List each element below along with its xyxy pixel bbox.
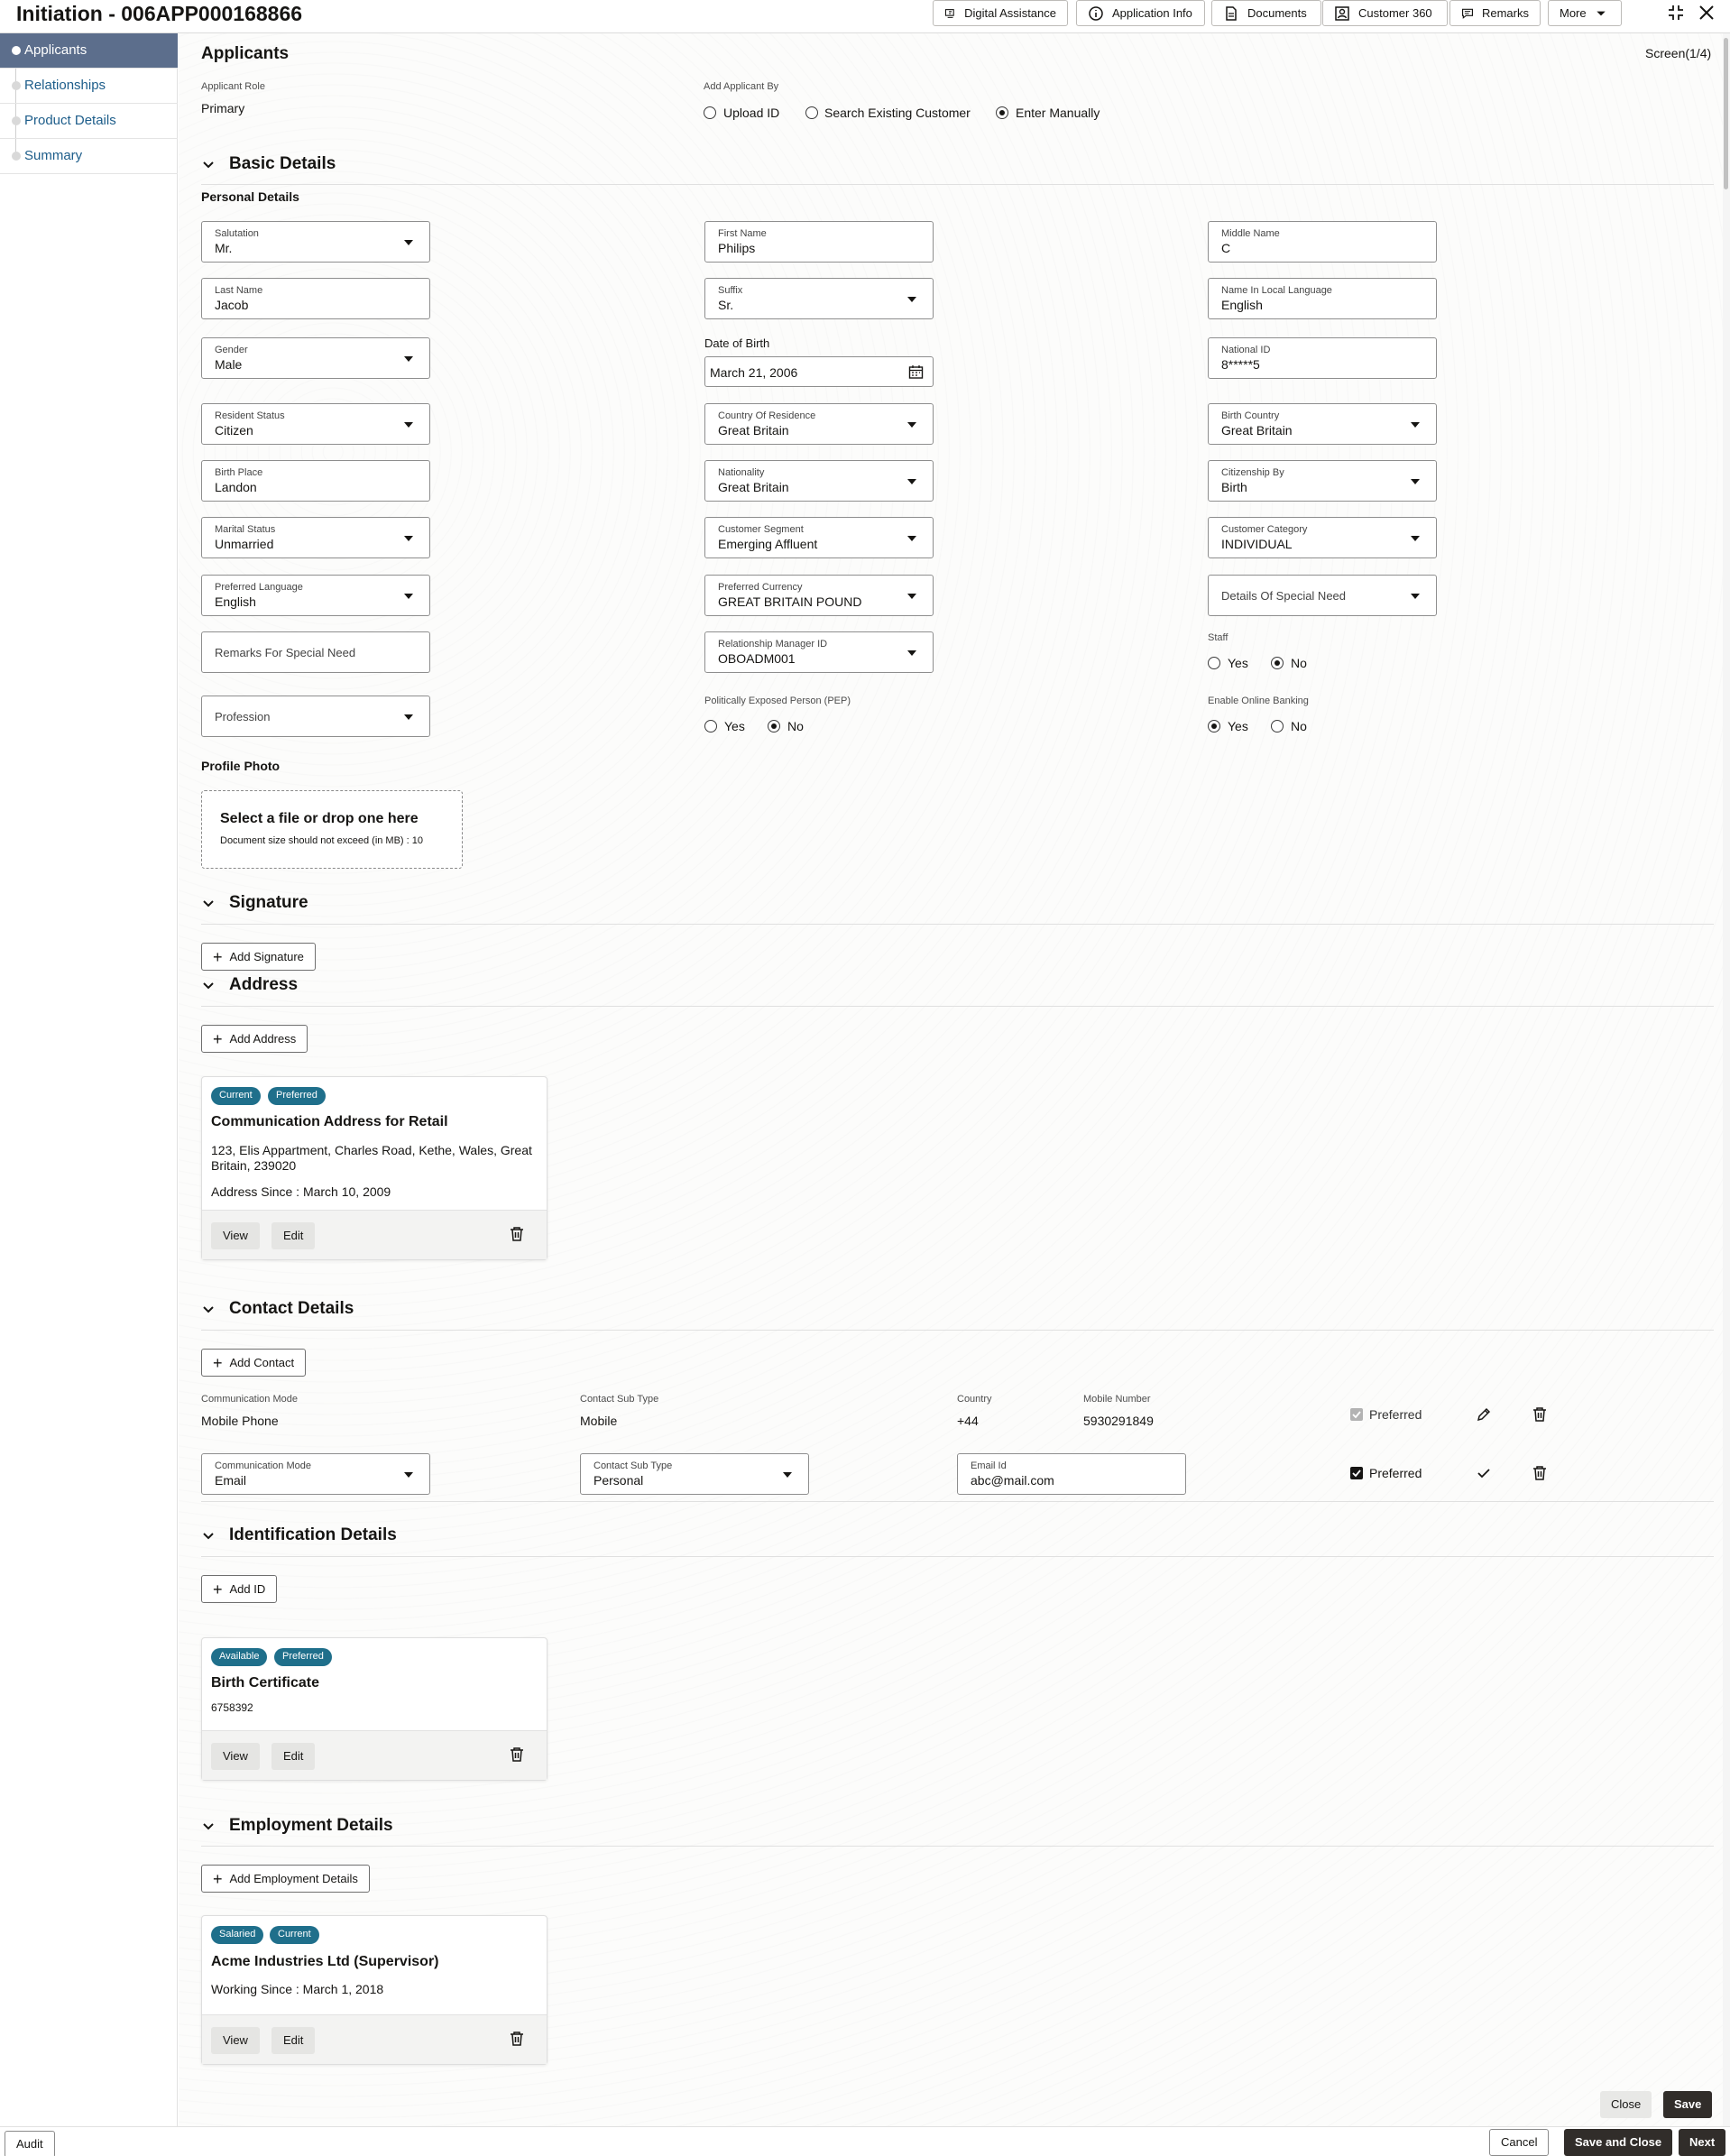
staff-no-label: No [1291,656,1307,670]
staff-yes-radio[interactable] [1208,657,1220,669]
divider [201,1556,1714,1557]
trash-icon[interactable] [509,1746,525,1763]
button-label: Add Signature [229,950,304,963]
salutation-select[interactable] [201,221,430,263]
dropdown-arrow-icon [907,594,916,599]
preferred-label: Preferred [1369,1466,1422,1480]
dropdown-arrow-icon [1411,594,1420,599]
screen-indicator: Screen(1/4) [1645,46,1712,60]
chevron-down-icon[interactable] [201,1529,216,1543]
status-badge: Salaried [211,1926,263,1944]
first-name-input[interactable] [704,221,934,263]
section-title-basic-details: Basic Details [229,154,336,173]
dropdown-arrow-icon [907,650,916,656]
address-card-title: Communication Address for Retail [211,1114,448,1129]
applicant-role-label: Applicant Role [201,81,265,92]
field-value: OBOADM001 [718,651,796,666]
add-applicant-by-label: Add Applicant By [704,81,779,92]
section-title-applicants: Applicants [201,44,290,63]
field-value: Philips [718,241,756,255]
step-indicator [12,46,21,55]
status-badge: Preferred [268,1087,326,1105]
main-content [179,33,1723,2126]
identification-card [201,1637,548,1781]
chevron-down-icon[interactable] [201,897,216,911]
dropzone-note: Document size should not exceed (in MB) : 10 [220,835,424,846]
dob-label: Date of Birth [704,336,770,350]
personal-details-heading: Personal Details [201,189,299,204]
divider [201,1846,1714,1847]
section-title-contact-details: Contact Details [229,1299,354,1318]
field-value: Jacob [215,298,249,312]
add-employment-button[interactable] [201,1865,370,1893]
profile-photo-heading: Profile Photo [201,759,281,773]
field-label: Preferred Currency [718,582,803,593]
field-value: Sr. [718,298,734,312]
online-banking-yes-radio[interactable] [1208,720,1220,732]
status-badge: Preferred [274,1648,332,1666]
dropdown-arrow-icon [907,479,916,484]
pep-yes-radio[interactable] [704,720,717,732]
field-label: Email Id [971,1460,1007,1471]
field-placeholder: Profession [215,710,271,723]
sidebar-item-applicants[interactable] [0,33,178,69]
field-value: Citizen [215,423,253,438]
field-value: Mr. [215,241,233,255]
plus-icon: + [213,947,223,966]
dropdown-arrow-icon [404,356,413,362]
preferred-currency-select[interactable] [704,575,934,616]
close-button[interactable]: Close [1600,2091,1652,2118]
field-label: National ID [1221,345,1271,355]
scrollbar[interactable] [1723,33,1730,2126]
divider [201,184,1714,185]
field-value: GREAT BRITAIN POUND [718,594,862,609]
edit-button[interactable]: Edit [271,1222,315,1249]
card-footer [202,2014,547,2064]
check-icon [1350,1408,1363,1421]
customer-category-select[interactable] [1208,517,1437,558]
trash-icon[interactable] [509,1226,525,1242]
field-label: Last Name [215,285,263,296]
staff-label: Staff [1208,632,1228,643]
field-value: English [215,594,256,609]
footer-bar [0,2126,1730,2156]
pep-yes-label: Yes [724,719,745,733]
field-label: Relationship Manager ID [718,639,828,650]
digital-assistance-label: Digital Assistance [964,6,1056,20]
close-icon[interactable] [1696,2,1717,23]
search-existing-label: Search Existing Customer [824,106,971,120]
field-label: Marital Status [215,524,276,535]
suffix-select[interactable] [704,278,934,319]
plus-icon: + [213,1869,223,1888]
dropdown-arrow-icon [907,422,916,428]
sidebar-item-product-details[interactable] [0,104,178,139]
applicant-role-value: Primary [201,101,245,115]
field-value: INDIVIDUAL [1221,537,1293,551]
field-label: Nationality [718,467,765,478]
field-value: abc@mail.com [971,1473,1054,1488]
contact-sub-type-value: Mobile [580,1414,618,1428]
button-label: Add ID [229,1582,266,1596]
application-info-button[interactable] [1076,0,1205,26]
dropdown-arrow-icon [783,1472,792,1478]
dropdown-arrow-icon [404,714,413,720]
customer-360-label: Customer 360 [1358,6,1432,20]
divider [201,1501,1714,1502]
country-code-value: +44 [957,1414,979,1428]
field-value: Great Britain [718,480,789,494]
add-id-button[interactable] [201,1575,277,1603]
field-value: March 21, 2006 [710,365,798,380]
country-label: Country [957,1394,992,1405]
dropdown-arrow-icon [404,240,413,245]
trash-icon[interactable] [1532,1406,1548,1423]
pep-label: Politically Exposed Person (PEP) [704,696,851,706]
employment-card [201,1915,548,2065]
preferred-label: Preferred [1369,1407,1422,1422]
pep-no-label: No [787,719,804,733]
documents-label: Documents [1247,6,1307,20]
citizenship-by-select[interactable] [1208,460,1437,502]
address-card [201,1076,548,1260]
section-title-address: Address [229,975,299,994]
chevron-down-icon[interactable] [201,1820,216,1834]
plus-icon: + [213,1353,223,1372]
add-signature-button[interactable] [201,943,316,971]
field-value: Birth [1221,480,1247,494]
remarks-label: Remarks [1481,6,1529,20]
field-label: Gender [215,345,248,355]
field-value: 8*****5 [1221,357,1260,372]
online-banking-yes-label: Yes [1228,719,1248,733]
dropdown-arrow-icon [907,297,916,302]
page-title: Initiation - 006APP000168866 [16,2,303,25]
field-value: Email [215,1473,247,1488]
email-id-input[interactable] [957,1453,1186,1495]
field-label: Resident Status [215,410,285,421]
field-placeholder: Remarks For Special Need [215,646,356,659]
working-since: Working Since : March 1, 2018 [211,1982,384,1996]
sidebar-item-label: Summary [24,148,83,163]
status-badge: Available [211,1648,267,1666]
national-id-input[interactable] [1208,337,1437,379]
add-contact-button[interactable] [201,1349,306,1377]
employment-card-title: Acme Industries Ltd (Supervisor) [211,1954,439,1969]
field-label: Birth Country [1221,410,1280,421]
preferred-checkbox[interactable] [1350,1408,1363,1421]
info-icon [1088,5,1104,22]
last-name-input[interactable] [201,278,430,319]
customer-icon [1334,5,1350,22]
divider [201,1006,1714,1007]
resident-status-select[interactable] [201,403,430,445]
field-label: First Name [718,228,767,239]
chevron-down-icon[interactable] [201,979,216,993]
field-value: Personal [594,1473,644,1488]
enter-manually-radio[interactable] [996,106,1008,119]
field-value: Great Britain [1221,423,1293,438]
local-name-input[interactable] [1208,278,1437,319]
field-label: Country Of Residence [718,410,816,421]
button-label: Add Address [229,1032,297,1046]
dropdown-arrow-icon [404,536,413,541]
remarks-special-need-input[interactable] [201,631,430,673]
card-footer [202,1210,547,1259]
dropdown-arrow-icon [1411,536,1420,541]
field-label: Birth Place [215,467,263,478]
plus-icon: + [213,1029,223,1048]
customer-360-button[interactable] [1322,0,1448,26]
scrollbar-thumb[interactable] [1724,38,1728,189]
enter-manually-label: Enter Manually [1016,106,1100,120]
id-number: 6758392 [211,1701,253,1714]
divider [201,1330,1714,1331]
address-line-2: Britain, 239020 [211,1158,297,1173]
field-label: Customer Category [1221,524,1308,535]
dropdown-arrow-icon [404,1472,413,1478]
save-button[interactable]: Save [1663,2091,1712,2118]
country-of-residence-select[interactable] [704,403,934,445]
staff-no-radio[interactable] [1271,657,1284,669]
trash-icon[interactable] [509,2031,525,2047]
save-and-close-button[interactable]: Save and Close [1564,2129,1672,2156]
contact-sub-type-select[interactable] [580,1453,809,1495]
view-button[interactable]: View [211,1222,260,1249]
field-value: English [1221,298,1263,312]
birth-place-input[interactable] [201,460,430,502]
chevron-down-icon[interactable] [201,1303,216,1317]
minimize-window-icon[interactable] [1665,2,1687,23]
preferred-language-select[interactable] [201,575,430,616]
plus-icon: + [213,1580,223,1599]
section-title-signature: Signature [229,893,308,912]
sidebar-item-relationships[interactable] [0,69,178,104]
contact-sub-type-label: Contact Sub Type [580,1394,659,1405]
edit-button[interactable]: Edit [271,1743,315,1770]
status-badge: Current [211,1087,261,1105]
address-since: Address Since : March 10, 2009 [211,1184,391,1199]
communication-mode-select[interactable] [201,1453,430,1495]
assistant-icon [944,5,956,22]
profession-select[interactable] [201,696,430,737]
field-label: Preferred Language [215,582,303,593]
sidebar-item-label: Relationships [24,78,106,93]
field-label: Suffix [718,285,743,296]
more-menu-button[interactable] [1548,0,1622,26]
step-indicator [12,152,21,161]
marital-status-select[interactable] [201,517,430,558]
button-label: Add Contact [229,1356,295,1369]
online-banking-no-label: No [1291,719,1307,733]
dropdown-arrow-icon [1411,422,1420,428]
trash-icon[interactable] [1532,1465,1548,1481]
check-icon [1350,1467,1363,1479]
dropdown-arrow-icon [907,536,916,541]
sidebar-item-label: Product Details [24,113,116,128]
address-line-1: 123, Elis Appartment, Charles Road, Kethe, Wales, Great [211,1143,532,1157]
field-value: Male [215,357,243,372]
view-button[interactable]: View [211,1743,260,1770]
online-banking-no-radio[interactable] [1271,720,1284,732]
gender-select[interactable] [201,337,430,379]
divider [201,924,1714,925]
section-title-employment: Employment Details [229,1816,393,1835]
field-label: Salutation [215,228,259,239]
profile-photo-dropzone[interactable] [201,790,463,869]
digital-assistance-button[interactable] [933,0,1068,26]
middle-name-input[interactable] [1208,221,1437,263]
online-banking-label: Enable Online Banking [1208,696,1309,706]
dropdown-arrow-icon [1411,479,1420,484]
header-bar [0,0,1730,33]
field-placeholder: Details Of Special Need [1221,589,1347,603]
dropdown-arrow-icon [404,422,413,428]
chevron-down-icon [1595,7,1607,20]
staff-yes-label: Yes [1228,656,1248,670]
field-value: Great Britain [718,423,789,438]
cancel-button[interactable]: Cancel [1489,2129,1549,2156]
mobile-number-label: Mobile Number [1083,1394,1151,1405]
preferred-checkbox[interactable] [1350,1467,1363,1479]
button-label: Add Employment Details [229,1872,358,1885]
step-indicator [12,116,21,125]
special-need-select[interactable] [1208,575,1437,616]
field-label: Name In Local Language [1221,285,1332,296]
upload-id-radio[interactable] [704,106,716,119]
more-label: More [1560,6,1587,20]
audit-button[interactable]: Audit [5,2131,55,2156]
step-indicator [12,81,21,90]
field-label: Contact Sub Type [594,1460,673,1471]
remarks-icon [1461,5,1474,22]
upload-id-label: Upload ID [723,106,780,120]
field-label: Citizenship By [1221,467,1284,478]
mobile-number-value: 5930291849 [1083,1414,1154,1428]
relationship-manager-select[interactable] [704,631,934,673]
field-label: Customer Segment [718,524,804,535]
check-icon[interactable] [1476,1465,1492,1481]
field-value: Landon [215,480,257,494]
section-title-identification: Identification Details [229,1525,397,1544]
documents-button[interactable] [1211,0,1321,26]
edit-pencil-icon[interactable] [1476,1406,1492,1423]
pep-no-radio[interactable] [768,720,780,732]
sidebar-item-label: Applicants [24,42,87,58]
dropdown-arrow-icon [404,594,413,599]
birth-country-select[interactable] [1208,403,1437,445]
chevron-down-icon[interactable] [201,158,216,172]
calendar-icon[interactable] [908,364,924,380]
remarks-button[interactable] [1449,0,1541,26]
field-label: Middle Name [1221,228,1280,239]
application-info-label: Application Info [1112,6,1192,20]
view-button[interactable]: View [211,2027,260,2054]
field-value: C [1221,241,1231,255]
document-icon [1223,5,1239,22]
field-label: Communication Mode [215,1460,311,1471]
nationality-select[interactable] [704,460,934,502]
status-badge: Current [270,1926,319,1944]
search-existing-radio[interactable] [805,106,818,119]
edit-button[interactable]: Edit [271,2027,315,2054]
field-value: Emerging Affluent [718,537,818,551]
communication-mode-value: Mobile Phone [201,1414,279,1428]
dob-input[interactable] [704,356,934,387]
dropzone-title: Select a file or drop one here [220,811,419,826]
field-value: Unmarried [215,537,274,551]
card-footer [202,1730,547,1780]
customer-segment-select[interactable] [704,517,934,558]
add-address-button[interactable] [201,1025,308,1053]
communication-mode-label: Communication Mode [201,1394,298,1405]
id-card-title: Birth Certificate [211,1675,320,1691]
sidebar-item-summary[interactable] [0,139,178,174]
sidebar [0,33,178,2126]
next-button[interactable]: Next [1679,2129,1725,2156]
